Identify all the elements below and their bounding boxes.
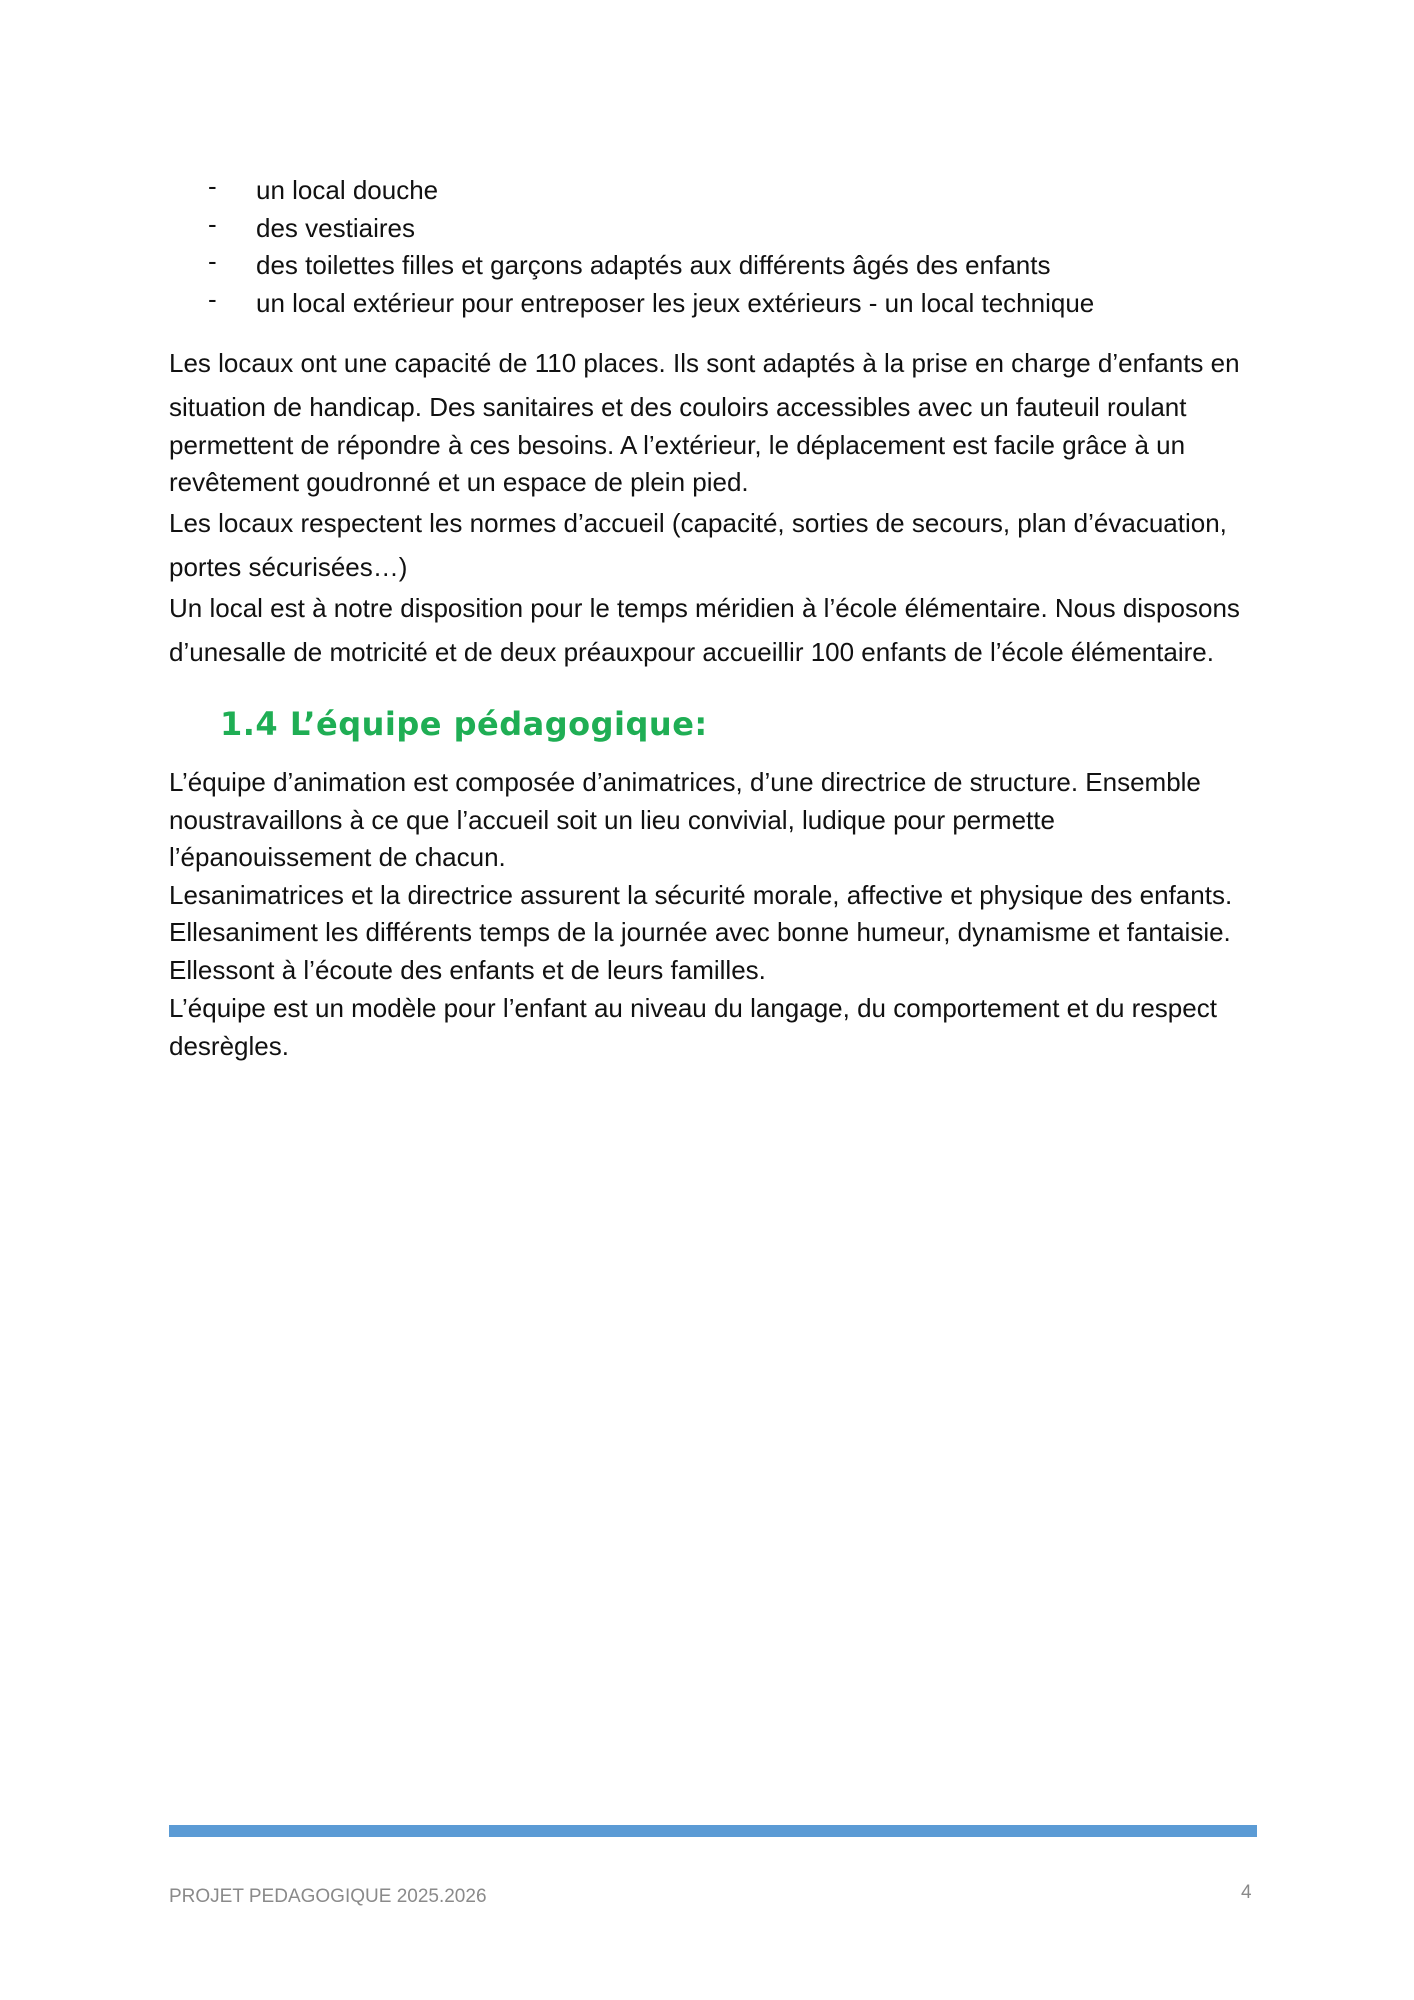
team-paragraph: L’équipe d’animation est composée d’animatrices, d’une directrice de structure. Ensemble noustravaillons à ce que l’accueil soit un lieu convivial, ludique pour permette l’épanouissement de chacun. [169, 767, 1201, 872]
list-item [208, 285, 1308, 323]
standards-paragraph-end: portes sécurisées…) [169, 552, 408, 582]
activities-paragraph: Ellesaniment les différents temps de la journée avec bonne humeur, dynamisme et fantaisie. [169, 917, 1231, 947]
list-item-text: des toilettes filles et garçons adaptés aux différents âgés des enfants [256, 250, 1051, 280]
footer-rule [169, 1825, 1257, 1837]
list-item [208, 210, 1308, 248]
bullet-marker: - [208, 283, 217, 314]
capacity-paragraph: Les locaux ont une capacité de 110 places. Ils sont adaptés à la prise en charge d’enfants en [169, 348, 1240, 378]
list-item [208, 247, 1308, 285]
section-heading: 1.4 L’équipe pédagogique: [220, 705, 708, 743]
bullet-marker: - [208, 171, 217, 201]
standards-paragraph: Les locaux respectent les normes d’accueil (capacité, sorties de secours, plan d’évacuation, [169, 508, 1227, 538]
lunch-paragraph-end: d’unesalle de motricité et de deux préauxpour accueillir 100 enfants de l’école élémentaire. [169, 637, 1214, 667]
role-model-paragraph: L’équipe est un modèle pour l’enfant au niveau du langage, du comportement et du respect desrègles. [169, 993, 1217, 1061]
lunch-paragraph: Un local est à notre disposition pour le temps méridien à l’école élémentaire. Nous disposons [169, 593, 1240, 623]
facilities-list [208, 172, 1308, 322]
list-item-text: des vestiaires [256, 212, 415, 243]
bullet-marker: - [208, 208, 217, 239]
safety-paragraph: Lesanimatrices et la directrice assurent la sécurité morale, affective et physique des enfants. [169, 880, 1233, 910]
page-number: 4 [1241, 1882, 1252, 1903]
list-item [208, 172, 1308, 210]
list-item-text: un local douche [256, 175, 439, 205]
bullet-marker: - [208, 246, 217, 276]
footer-title: PROJET PEDAGOGIQUE 2025.2026 [169, 1886, 487, 1907]
listening-paragraph: Ellessont à l’écoute des enfants et de leurs familles. [169, 955, 766, 985]
list-item-text: un local extérieur pour entreposer les jeux extérieurs - un local technique [256, 287, 1095, 318]
accessibility-paragraph: situation de handicap. Des sanitaires et des couloirs accessibles avec un fauteuil roulant permettent de répondre à ces besoins. A l’extérieur, le déplacement est facile grâce à un revêtement goudronné et un espace de plein pied. [169, 392, 1187, 497]
